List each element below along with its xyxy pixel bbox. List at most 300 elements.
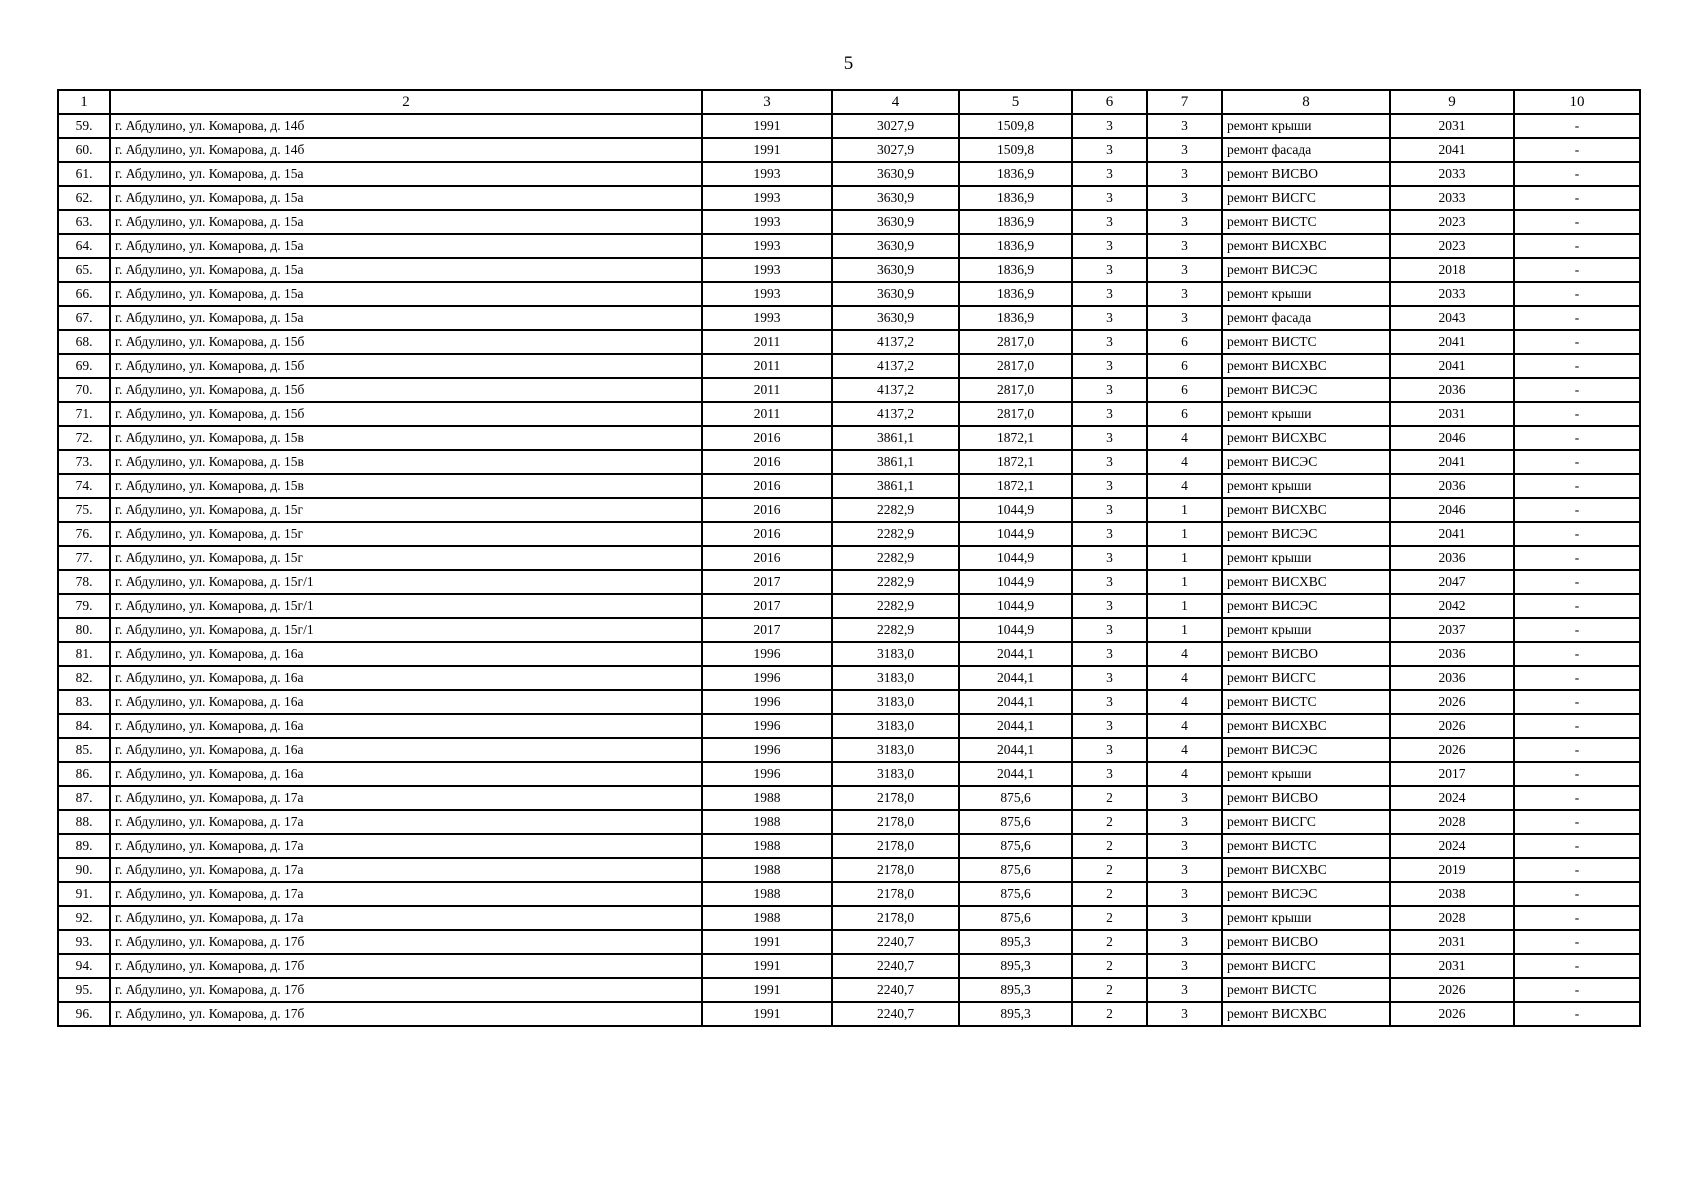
planned-year-cell: 2036	[1390, 546, 1514, 570]
row-number: 70.	[58, 378, 110, 402]
table-row	[58, 234, 1640, 258]
living-area-cell: 2817,0	[959, 402, 1072, 426]
table-row	[58, 522, 1640, 546]
year-built-cell: 1991	[702, 138, 832, 162]
floors-cell: 3	[1072, 618, 1147, 642]
entrances-cell: 3	[1147, 282, 1222, 306]
living-area-cell: 2044,1	[959, 642, 1072, 666]
year-built-cell: 1993	[702, 258, 832, 282]
entrances-cell: 1	[1147, 570, 1222, 594]
floors-cell: 3	[1072, 162, 1147, 186]
entrances-cell: 6	[1147, 354, 1222, 378]
year-built-cell: 2016	[702, 426, 832, 450]
year-built-cell: 1991	[702, 954, 832, 978]
floors-cell: 2	[1072, 810, 1147, 834]
note-cell: -	[1514, 618, 1640, 642]
planned-year-cell: 2033	[1390, 186, 1514, 210]
living-area-cell: 1872,1	[959, 426, 1072, 450]
planned-year-cell: 2042	[1390, 594, 1514, 618]
row-number: 73.	[58, 450, 110, 474]
total-area-cell: 3630,9	[832, 162, 959, 186]
row-number: 77.	[58, 546, 110, 570]
floors-cell: 3	[1072, 138, 1147, 162]
entrances-cell: 4	[1147, 738, 1222, 762]
living-area-cell: 1044,9	[959, 594, 1072, 618]
address-cell: г. Абдулино, ул. Комарова, д. 16а	[110, 642, 702, 666]
total-area-cell: 3861,1	[832, 450, 959, 474]
note-cell: -	[1514, 306, 1640, 330]
planned-year-cell: 2031	[1390, 114, 1514, 138]
work-type-cell: ремонт ВИСХВС	[1222, 426, 1390, 450]
year-built-cell: 2016	[702, 546, 832, 570]
table-row	[58, 930, 1640, 954]
living-area-cell: 2044,1	[959, 738, 1072, 762]
total-area-cell: 4137,2	[832, 354, 959, 378]
planned-year-cell: 2047	[1390, 570, 1514, 594]
year-built-cell: 1988	[702, 834, 832, 858]
row-number: 62.	[58, 186, 110, 210]
planned-year-cell: 2017	[1390, 762, 1514, 786]
work-type-cell: ремонт крыши	[1222, 282, 1390, 306]
floors-cell: 3	[1072, 762, 1147, 786]
year-built-cell: 1993	[702, 282, 832, 306]
total-area-cell: 3027,9	[832, 138, 959, 162]
table-row	[58, 738, 1640, 762]
column-header: 4	[832, 90, 959, 114]
repair-schedule-table	[57, 89, 1641, 1027]
table-row	[58, 282, 1640, 306]
note-cell: -	[1514, 810, 1640, 834]
total-area-cell: 3630,9	[832, 282, 959, 306]
table-row	[58, 114, 1640, 138]
year-built-cell: 2016	[702, 498, 832, 522]
total-area-cell: 3183,0	[832, 642, 959, 666]
floors-cell: 3	[1072, 306, 1147, 330]
living-area-cell: 875,6	[959, 810, 1072, 834]
address-cell: г. Абдулино, ул. Комарова, д. 17б	[110, 930, 702, 954]
entrances-cell: 6	[1147, 402, 1222, 426]
address-cell: г. Абдулино, ул. Комарова, д. 15г/1	[110, 618, 702, 642]
address-cell: г. Абдулино, ул. Комарова, д. 17б	[110, 1002, 702, 1026]
work-type-cell: ремонт ВИСХВС	[1222, 858, 1390, 882]
floors-cell: 3	[1072, 234, 1147, 258]
table-row	[58, 306, 1640, 330]
column-header: 10	[1514, 90, 1640, 114]
floors-cell: 3	[1072, 546, 1147, 570]
address-cell: г. Абдулино, ул. Комарова, д. 15а	[110, 186, 702, 210]
note-cell: -	[1514, 954, 1640, 978]
entrances-cell: 3	[1147, 930, 1222, 954]
note-cell: -	[1514, 834, 1640, 858]
table-row	[58, 450, 1640, 474]
note-cell: -	[1514, 666, 1640, 690]
planned-year-cell: 2026	[1390, 1002, 1514, 1026]
work-type-cell: ремонт крыши	[1222, 114, 1390, 138]
planned-year-cell: 2043	[1390, 306, 1514, 330]
work-type-cell: ремонт ВИСГС	[1222, 810, 1390, 834]
address-cell: г. Абдулино, ул. Комарова, д. 15г	[110, 498, 702, 522]
column-header: 6	[1072, 90, 1147, 114]
planned-year-cell: 2041	[1390, 354, 1514, 378]
year-built-cell: 1993	[702, 162, 832, 186]
row-number: 61.	[58, 162, 110, 186]
living-area-cell: 1044,9	[959, 522, 1072, 546]
total-area-cell: 2282,9	[832, 594, 959, 618]
total-area-cell: 2282,9	[832, 570, 959, 594]
floors-cell: 2	[1072, 786, 1147, 810]
entrances-cell: 4	[1147, 426, 1222, 450]
work-type-cell: ремонт ВИСЭС	[1222, 522, 1390, 546]
year-built-cell: 1988	[702, 906, 832, 930]
address-cell: г. Абдулино, ул. Комарова, д. 15г/1	[110, 570, 702, 594]
column-header: 2	[110, 90, 702, 114]
total-area-cell: 3861,1	[832, 426, 959, 450]
total-area-cell: 3183,0	[832, 762, 959, 786]
row-number: 67.	[58, 306, 110, 330]
living-area-cell: 2817,0	[959, 378, 1072, 402]
address-cell: г. Абдулино, ул. Комарова, д. 17а	[110, 834, 702, 858]
row-number: 76.	[58, 522, 110, 546]
work-type-cell: ремонт ВИСВО	[1222, 162, 1390, 186]
address-cell: г. Абдулино, ул. Комарова, д. 15б	[110, 402, 702, 426]
table-row	[58, 594, 1640, 618]
row-number: 93.	[58, 930, 110, 954]
floors-cell: 3	[1072, 522, 1147, 546]
living-area-cell: 1836,9	[959, 186, 1072, 210]
address-cell: г. Абдулино, ул. Комарова, д. 17б	[110, 954, 702, 978]
table-row	[58, 618, 1640, 642]
total-area-cell: 2178,0	[832, 786, 959, 810]
planned-year-cell: 2024	[1390, 786, 1514, 810]
year-built-cell: 2017	[702, 570, 832, 594]
address-cell: г. Абдулино, ул. Комарова, д. 14б	[110, 138, 702, 162]
year-built-cell: 2016	[702, 450, 832, 474]
living-area-cell: 875,6	[959, 786, 1072, 810]
table-row	[58, 714, 1640, 738]
living-area-cell: 1836,9	[959, 210, 1072, 234]
planned-year-cell: 2018	[1390, 258, 1514, 282]
living-area-cell: 875,6	[959, 834, 1072, 858]
living-area-cell: 1044,9	[959, 618, 1072, 642]
note-cell: -	[1514, 522, 1640, 546]
work-type-cell: ремонт фасада	[1222, 138, 1390, 162]
planned-year-cell: 2031	[1390, 402, 1514, 426]
table-row	[58, 762, 1640, 786]
total-area-cell: 2240,7	[832, 930, 959, 954]
living-area-cell: 1836,9	[959, 162, 1072, 186]
floors-cell: 3	[1072, 282, 1147, 306]
work-type-cell: ремонт крыши	[1222, 906, 1390, 930]
note-cell: -	[1514, 978, 1640, 1002]
year-built-cell: 1993	[702, 186, 832, 210]
table-row	[58, 162, 1640, 186]
year-built-cell: 2017	[702, 594, 832, 618]
year-built-cell: 1988	[702, 810, 832, 834]
work-type-cell: ремонт ВИСГС	[1222, 186, 1390, 210]
row-number: 69.	[58, 354, 110, 378]
note-cell: -	[1514, 354, 1640, 378]
entrances-cell: 1	[1147, 546, 1222, 570]
address-cell: г. Абдулино, ул. Комарова, д. 16а	[110, 762, 702, 786]
row-number: 59.	[58, 114, 110, 138]
entrances-cell: 3	[1147, 186, 1222, 210]
year-built-cell: 1988	[702, 858, 832, 882]
row-number: 68.	[58, 330, 110, 354]
planned-year-cell: 2033	[1390, 162, 1514, 186]
address-cell: г. Абдулино, ул. Комарова, д. 17а	[110, 858, 702, 882]
note-cell: -	[1514, 786, 1640, 810]
total-area-cell: 3183,0	[832, 666, 959, 690]
entrances-cell: 3	[1147, 306, 1222, 330]
table-row	[58, 426, 1640, 450]
table-row	[58, 186, 1640, 210]
floors-cell: 2	[1072, 1002, 1147, 1026]
entrances-cell: 3	[1147, 1002, 1222, 1026]
floors-cell: 3	[1072, 114, 1147, 138]
address-cell: г. Абдулино, ул. Комарова, д. 15б	[110, 330, 702, 354]
column-header: 5	[959, 90, 1072, 114]
total-area-cell: 2178,0	[832, 810, 959, 834]
entrances-cell: 4	[1147, 714, 1222, 738]
note-cell: -	[1514, 570, 1640, 594]
note-cell: -	[1514, 378, 1640, 402]
work-type-cell: ремонт ВИСВО	[1222, 642, 1390, 666]
entrances-cell: 6	[1147, 378, 1222, 402]
entrances-cell: 3	[1147, 114, 1222, 138]
row-number: 72.	[58, 426, 110, 450]
entrances-cell: 1	[1147, 522, 1222, 546]
living-area-cell: 875,6	[959, 858, 1072, 882]
table-row	[58, 810, 1640, 834]
address-cell: г. Абдулино, ул. Комарова, д. 15б	[110, 378, 702, 402]
table-row	[58, 570, 1640, 594]
planned-year-cell: 2031	[1390, 930, 1514, 954]
planned-year-cell: 2028	[1390, 810, 1514, 834]
work-type-cell: ремонт фасада	[1222, 306, 1390, 330]
entrances-cell: 1	[1147, 618, 1222, 642]
total-area-cell: 3183,0	[832, 738, 959, 762]
year-built-cell: 2011	[702, 354, 832, 378]
living-area-cell: 2817,0	[959, 354, 1072, 378]
year-built-cell: 2016	[702, 474, 832, 498]
planned-year-cell: 2038	[1390, 882, 1514, 906]
entrances-cell: 1	[1147, 594, 1222, 618]
table-row	[58, 138, 1640, 162]
address-cell: г. Абдулино, ул. Комарова, д. 14б	[110, 114, 702, 138]
floors-cell: 3	[1072, 402, 1147, 426]
work-type-cell: ремонт ВИСХВС	[1222, 354, 1390, 378]
entrances-cell: 4	[1147, 666, 1222, 690]
total-area-cell: 2178,0	[832, 834, 959, 858]
table-row	[58, 882, 1640, 906]
work-type-cell: ремонт ВИСХВС	[1222, 234, 1390, 258]
entrances-cell: 3	[1147, 786, 1222, 810]
year-built-cell: 1988	[702, 786, 832, 810]
work-type-cell: ремонт ВИСХВС	[1222, 498, 1390, 522]
note-cell: -	[1514, 114, 1640, 138]
note-cell: -	[1514, 138, 1640, 162]
address-cell: г. Абдулино, ул. Комарова, д. 17б	[110, 978, 702, 1002]
floors-cell: 3	[1072, 186, 1147, 210]
planned-year-cell: 2041	[1390, 522, 1514, 546]
address-cell: г. Абдулино, ул. Комарова, д. 16а	[110, 666, 702, 690]
total-area-cell: 3630,9	[832, 234, 959, 258]
note-cell: -	[1514, 762, 1640, 786]
planned-year-cell: 2024	[1390, 834, 1514, 858]
total-area-cell: 2282,9	[832, 498, 959, 522]
floors-cell: 2	[1072, 906, 1147, 930]
year-built-cell: 1996	[702, 762, 832, 786]
total-area-cell: 3183,0	[832, 714, 959, 738]
total-area-cell: 2240,7	[832, 978, 959, 1002]
table-row	[58, 546, 1640, 570]
work-type-cell: ремонт ВИСГС	[1222, 666, 1390, 690]
floors-cell: 3	[1072, 354, 1147, 378]
note-cell: -	[1514, 906, 1640, 930]
table-row	[58, 642, 1640, 666]
row-number: 96.	[58, 1002, 110, 1026]
column-header: 7	[1147, 90, 1222, 114]
living-area-cell: 2044,1	[959, 714, 1072, 738]
living-area-cell: 2044,1	[959, 666, 1072, 690]
year-built-cell: 1996	[702, 714, 832, 738]
year-built-cell: 1996	[702, 690, 832, 714]
year-built-cell: 2016	[702, 522, 832, 546]
planned-year-cell: 2019	[1390, 858, 1514, 882]
row-number: 88.	[58, 810, 110, 834]
total-area-cell: 2178,0	[832, 858, 959, 882]
planned-year-cell: 2046	[1390, 426, 1514, 450]
note-cell: -	[1514, 474, 1640, 498]
page-number: 5	[843, 53, 854, 74]
address-cell: г. Абдулино, ул. Комарова, д. 15в	[110, 426, 702, 450]
living-area-cell: 1872,1	[959, 450, 1072, 474]
table-row	[58, 786, 1640, 810]
address-cell: г. Абдулино, ул. Комарова, д. 15а	[110, 234, 702, 258]
total-area-cell: 2240,7	[832, 954, 959, 978]
entrances-cell: 4	[1147, 642, 1222, 666]
planned-year-cell: 2026	[1390, 690, 1514, 714]
table-row	[58, 258, 1640, 282]
table-row	[58, 402, 1640, 426]
table-body	[58, 114, 1640, 1026]
living-area-cell: 2044,1	[959, 690, 1072, 714]
entrances-cell: 3	[1147, 234, 1222, 258]
table-row	[58, 834, 1640, 858]
floors-cell: 3	[1072, 210, 1147, 234]
row-number: 84.	[58, 714, 110, 738]
work-type-cell: ремонт ВИСЭС	[1222, 258, 1390, 282]
address-cell: г. Абдулино, ул. Комарова, д. 16а	[110, 714, 702, 738]
work-type-cell: ремонт ВИСТС	[1222, 978, 1390, 1002]
header-row	[58, 90, 1640, 114]
planned-year-cell: 2037	[1390, 618, 1514, 642]
row-number: 63.	[58, 210, 110, 234]
living-area-cell: 875,6	[959, 882, 1072, 906]
living-area-cell: 895,3	[959, 954, 1072, 978]
floors-cell: 3	[1072, 450, 1147, 474]
address-cell: г. Абдулино, ул. Комарова, д. 17а	[110, 810, 702, 834]
total-area-cell: 3183,0	[832, 690, 959, 714]
floors-cell: 2	[1072, 954, 1147, 978]
living-area-cell: 1044,9	[959, 498, 1072, 522]
floors-cell: 3	[1072, 666, 1147, 690]
work-type-cell: ремонт крыши	[1222, 546, 1390, 570]
floors-cell: 3	[1072, 642, 1147, 666]
note-cell: -	[1514, 714, 1640, 738]
address-cell: г. Абдулино, ул. Комарова, д. 15а	[110, 306, 702, 330]
note-cell: -	[1514, 162, 1640, 186]
row-number: 74.	[58, 474, 110, 498]
work-type-cell: ремонт ВИСХВС	[1222, 1002, 1390, 1026]
work-type-cell: ремонт ВИСГС	[1222, 954, 1390, 978]
address-cell: г. Абдулино, ул. Комарова, д. 15а	[110, 210, 702, 234]
row-number: 66.	[58, 282, 110, 306]
year-built-cell: 1991	[702, 114, 832, 138]
entrances-cell: 4	[1147, 762, 1222, 786]
entrances-cell: 3	[1147, 810, 1222, 834]
year-built-cell: 1993	[702, 234, 832, 258]
note-cell: -	[1514, 882, 1640, 906]
note-cell: -	[1514, 426, 1640, 450]
address-cell: г. Абдулино, ул. Комарова, д. 16а	[110, 738, 702, 762]
address-cell: г. Абдулино, ул. Комарова, д. 15г	[110, 546, 702, 570]
note-cell: -	[1514, 858, 1640, 882]
work-type-cell: ремонт ВИСТС	[1222, 330, 1390, 354]
note-cell: -	[1514, 402, 1640, 426]
floors-cell: 2	[1072, 930, 1147, 954]
row-number: 92.	[58, 906, 110, 930]
work-type-cell: ремонт крыши	[1222, 402, 1390, 426]
note-cell: -	[1514, 210, 1640, 234]
note-cell: -	[1514, 594, 1640, 618]
address-cell: г. Абдулино, ул. Комарова, д. 15а	[110, 258, 702, 282]
row-number: 85.	[58, 738, 110, 762]
work-type-cell: ремонт крыши	[1222, 618, 1390, 642]
year-built-cell: 1996	[702, 666, 832, 690]
floors-cell: 3	[1072, 714, 1147, 738]
row-number: 75.	[58, 498, 110, 522]
floors-cell: 3	[1072, 570, 1147, 594]
living-area-cell: 895,3	[959, 1002, 1072, 1026]
column-header: 1	[58, 90, 110, 114]
living-area-cell: 1836,9	[959, 234, 1072, 258]
total-area-cell: 4137,2	[832, 378, 959, 402]
planned-year-cell: 2023	[1390, 210, 1514, 234]
total-area-cell: 3027,9	[832, 114, 959, 138]
work-type-cell: ремонт ВИСХВС	[1222, 570, 1390, 594]
living-area-cell: 1044,9	[959, 570, 1072, 594]
row-number: 90.	[58, 858, 110, 882]
floors-cell: 2	[1072, 834, 1147, 858]
floors-cell: 3	[1072, 426, 1147, 450]
floors-cell: 3	[1072, 474, 1147, 498]
table-row	[58, 954, 1640, 978]
table-row	[58, 498, 1640, 522]
year-built-cell: 1996	[702, 738, 832, 762]
planned-year-cell: 2036	[1390, 378, 1514, 402]
column-header: 3	[702, 90, 832, 114]
row-number: 95.	[58, 978, 110, 1002]
total-area-cell: 2178,0	[832, 906, 959, 930]
planned-year-cell: 2023	[1390, 234, 1514, 258]
address-cell: г. Абдулино, ул. Комарова, д. 15б	[110, 354, 702, 378]
table-row	[58, 1002, 1640, 1026]
address-cell: г. Абдулино, ул. Комарова, д. 16а	[110, 690, 702, 714]
living-area-cell: 1509,8	[959, 138, 1072, 162]
total-area-cell: 3861,1	[832, 474, 959, 498]
year-built-cell: 1991	[702, 930, 832, 954]
